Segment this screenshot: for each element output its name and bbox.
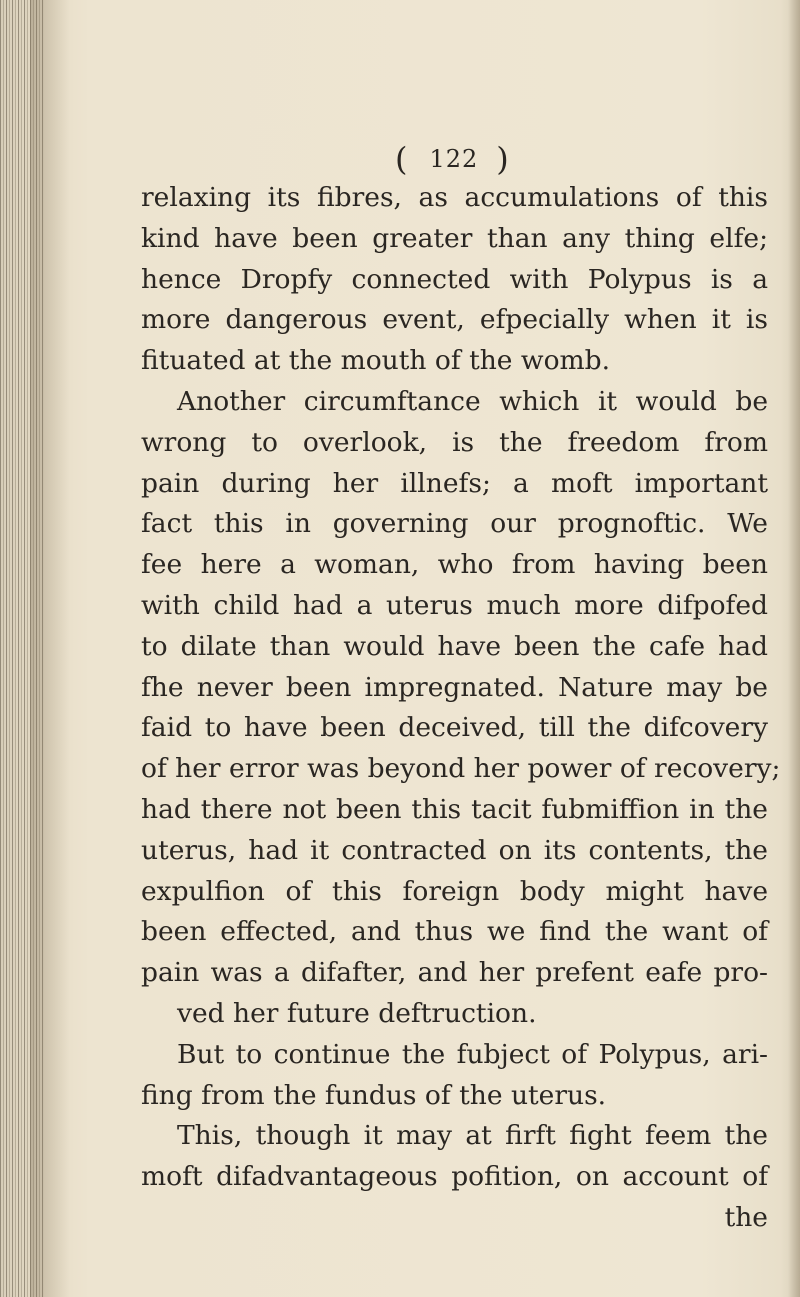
text-line: expulfion of this foreign body might have [141, 875, 768, 907]
text-line: ved her future deftruction. [177, 997, 537, 1029]
text-line: been effected, and thus we find the want of [141, 916, 768, 948]
text-line: relaxing its fibres, as accumulations of this [141, 182, 768, 213]
text-line: faid to have been deceived, till the difcovery [141, 712, 768, 744]
text-line: hence Dropfy connected with Polypus is a [141, 263, 768, 295]
text-line: fhe never been impregnated. Nature may be [141, 671, 768, 703]
text-line: moft difadvantageous pofition, on account of [141, 1161, 768, 1193]
paren-close: ) [496, 140, 513, 178]
text-line: fee here a woman, who from having been [141, 549, 768, 581]
text-line: uterus, had it contracted on its contents, the [141, 834, 768, 866]
text-line: pain was a difafter, and her prefent eafe pro- [141, 957, 768, 989]
text-line: fing from the fundus of the uterus. [141, 1079, 607, 1111]
catchword: the [724, 1201, 768, 1233]
text-line: of her error was beyond her power of recovery; [141, 753, 781, 785]
page-edge-shadow [788, 0, 800, 1297]
page-number-header [395, 140, 513, 178]
body-text [141, 178, 781, 1239]
text-line: had there not been this tacit fubmiffion in the [141, 793, 768, 825]
text-line: Another circumftance which it would be [177, 385, 768, 417]
page-number: 122 [429, 145, 479, 173]
text-line: kind have been greater than any thing elfe; [141, 222, 768, 254]
text-line: wrong to overlook, is the freedom from [141, 426, 768, 458]
text-line: to dilate than would have been the cafe had [141, 630, 768, 662]
text-line: pain during her illnefs; a moft important [141, 467, 768, 499]
text-line: But to continue the fubject of Polypus, ari- [177, 1038, 768, 1070]
text-line: fact this in governing our prognoftic. We [141, 508, 768, 540]
paren-open: ( [395, 140, 412, 178]
text-line: more dangerous event, efpecially when it is [141, 304, 768, 336]
gutter-shadow [30, 0, 70, 1297]
text-line: This, though it may at firft fight feem the [177, 1120, 768, 1152]
text-line: fituated at the mouth of the womb. [141, 345, 611, 377]
text-line: with child had a uterus much more difpofed [141, 589, 768, 621]
